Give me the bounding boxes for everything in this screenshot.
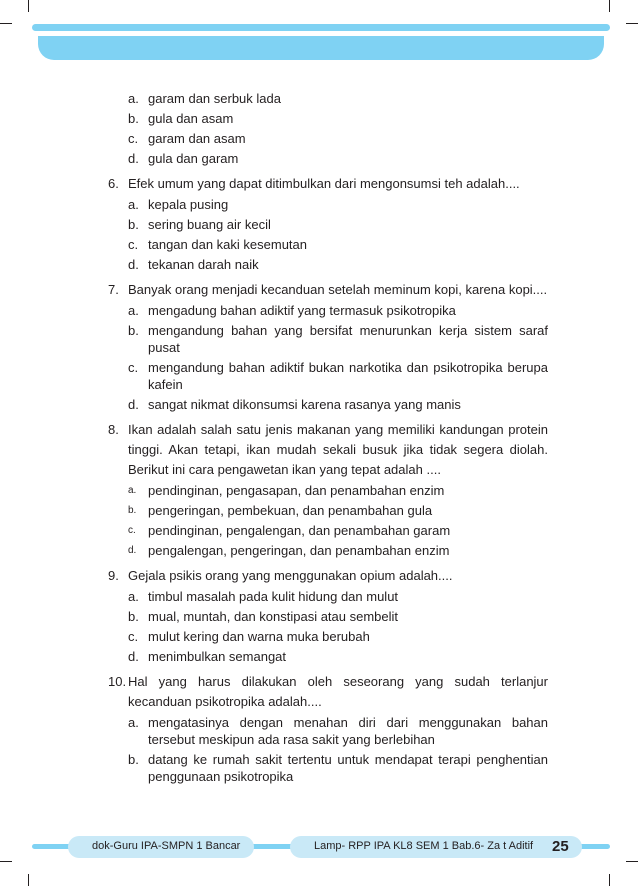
crop-mark: [626, 23, 638, 24]
option-letter: b.: [128, 752, 139, 767]
question-number: 10.: [108, 674, 127, 689]
question-number: 7.: [108, 282, 119, 297]
option-text: mual, muntah, dan konstipasi atau sembelit: [148, 609, 399, 624]
crop-mark: [0, 861, 12, 862]
option-text: pengeringan, pembekuan, dan penambahan gula: [148, 503, 433, 518]
option: [128, 749, 548, 786]
option: [128, 500, 548, 520]
page-number: 25: [552, 838, 569, 855]
header-stripe: [32, 24, 610, 31]
option-text: mengadung bahan adiktif yang termasuk psikotropika: [148, 303, 456, 318]
header-tab: [38, 36, 604, 60]
question-5-options: [108, 88, 548, 168]
option: [128, 88, 548, 108]
option-letter: d.: [128, 151, 139, 166]
option-text: datang ke rumah sakit tertentu untuk mendapat terapi penghentian penggunaan psikotropika: [148, 752, 548, 784]
option-text: kepala pusing: [148, 197, 229, 212]
option-text: mengatasinya dengan menahan diri dari menggunakan bahan tersebut meskipun ada rasa sakit yang berlebihan: [148, 715, 548, 747]
option: [128, 194, 548, 214]
option-letter: b.: [128, 609, 139, 624]
option: [128, 254, 548, 274]
option: [128, 586, 548, 606]
option-text: pendinginan, pengalengan, dan penambahan garam: [148, 523, 451, 538]
option-letter: c.: [128, 237, 139, 252]
option-letter: c.: [128, 131, 139, 146]
question-8: [108, 420, 548, 560]
option: [128, 357, 548, 394]
option-text: garam dan serbuk lada: [148, 91, 281, 106]
option-letter: a.: [128, 303, 139, 318]
option-text: mengandung bahan yang bersifat menurunkan kerja sistem saraf pusat: [148, 323, 548, 355]
option: [128, 520, 548, 540]
option-letter: d.: [128, 649, 139, 664]
crop-mark: [609, 874, 610, 886]
option: [128, 646, 548, 666]
option: [128, 234, 548, 254]
question-7: [108, 280, 548, 414]
question-number: 6.: [108, 176, 119, 191]
option: [128, 626, 548, 646]
question-number: 9.: [108, 568, 119, 583]
question-text: Gejala psikis orang yang menggunakan opium adalah....: [128, 568, 453, 583]
crop-mark: [609, 0, 610, 12]
option: [128, 712, 548, 749]
option-text: sangat nikmat dikonsumsi karena rasanya yang manis: [148, 397, 461, 412]
option-letter: c.: [128, 629, 139, 644]
option-letter: d.: [128, 545, 137, 556]
option-letter: c.: [128, 525, 136, 536]
footer-chapter-pill: [290, 836, 582, 858]
option-text: garam dan asam: [148, 131, 246, 146]
option-letter: b.: [128, 217, 139, 232]
question-text: Banyak orang menjadi kecanduan setelah meminum kopi, karena kopi....: [128, 282, 548, 297]
option-letter: c.: [128, 360, 139, 375]
option-letter: b.: [128, 505, 137, 516]
question-6: [108, 174, 548, 274]
crop-mark: [28, 0, 29, 12]
option: [128, 540, 548, 560]
crop-mark: [626, 861, 638, 862]
option-letter: b.: [128, 111, 139, 126]
option-text: gula dan asam: [148, 111, 234, 126]
option: [128, 606, 548, 626]
question-text: Ikan adalah salah satu jenis makanan yang memiliki kandungan protein tinggi. Akan tetapi, ikan mudah sekali busuk jika tidak segera diolah. Berikut ini cara pengawetan ikan yang tepat adalah ....: [128, 422, 548, 477]
crop-mark: [28, 874, 29, 886]
header-banner: [32, 24, 610, 60]
option: [128, 148, 548, 168]
option: [128, 480, 548, 500]
option-letter: a.: [128, 91, 139, 106]
option-text: gula dan garam: [148, 151, 239, 166]
option-text: sering buang air kecil: [148, 217, 271, 232]
option-text: timbul masalah pada kulit hidung dan mulut: [148, 589, 399, 604]
option-letter: a.: [128, 485, 137, 496]
question-10: [108, 672, 548, 786]
question-number: 8.: [108, 422, 119, 437]
option-text: tekanan darah naik: [148, 257, 259, 272]
option-text: mengandung bahan adiktif bukan narkotika dan psikotropika berupa kafein: [148, 360, 548, 392]
question-text: Hal yang harus dilakukan oleh seseorang yang sudah terlanjur kecanduan psikotropika adalah....: [128, 674, 548, 709]
option-letter: d.: [128, 397, 139, 412]
option-text: menimbulkan semangat: [148, 649, 287, 664]
option-text: pendinginan, pengasapan, dan penambahan enzim: [148, 483, 445, 498]
option: [128, 394, 548, 414]
option-text: pengalengan, pengeringan, dan penambahan enzim: [148, 543, 450, 558]
footer-source-text: dok-Guru IPA-SMPN 1 Bancar: [92, 840, 241, 852]
option-letter: d.: [128, 257, 139, 272]
question-list: [108, 88, 548, 786]
option-text: mulut kering dan warna muka berubah: [148, 629, 370, 644]
option-letter: a.: [128, 197, 139, 212]
option: [128, 320, 548, 357]
option: [128, 214, 548, 234]
option-letter: a.: [128, 715, 139, 730]
question-9: [108, 566, 548, 666]
question-text: Efek umum yang dapat ditimbulkan dari mengonsumsi teh adalah....: [128, 176, 520, 191]
footer-chapter-text: Lamp- RPP IPA KL8 SEM 1 Bab.6- Za t Aditif: [314, 840, 534, 852]
option: [128, 128, 548, 148]
footer-source-pill: [68, 836, 254, 858]
crop-mark: [0, 23, 12, 24]
option-letter: a.: [128, 589, 139, 604]
option-text: tangan dan kaki kesemutan: [148, 237, 307, 252]
option: [128, 300, 548, 320]
option: [128, 108, 548, 128]
option-letter: b.: [128, 323, 139, 338]
